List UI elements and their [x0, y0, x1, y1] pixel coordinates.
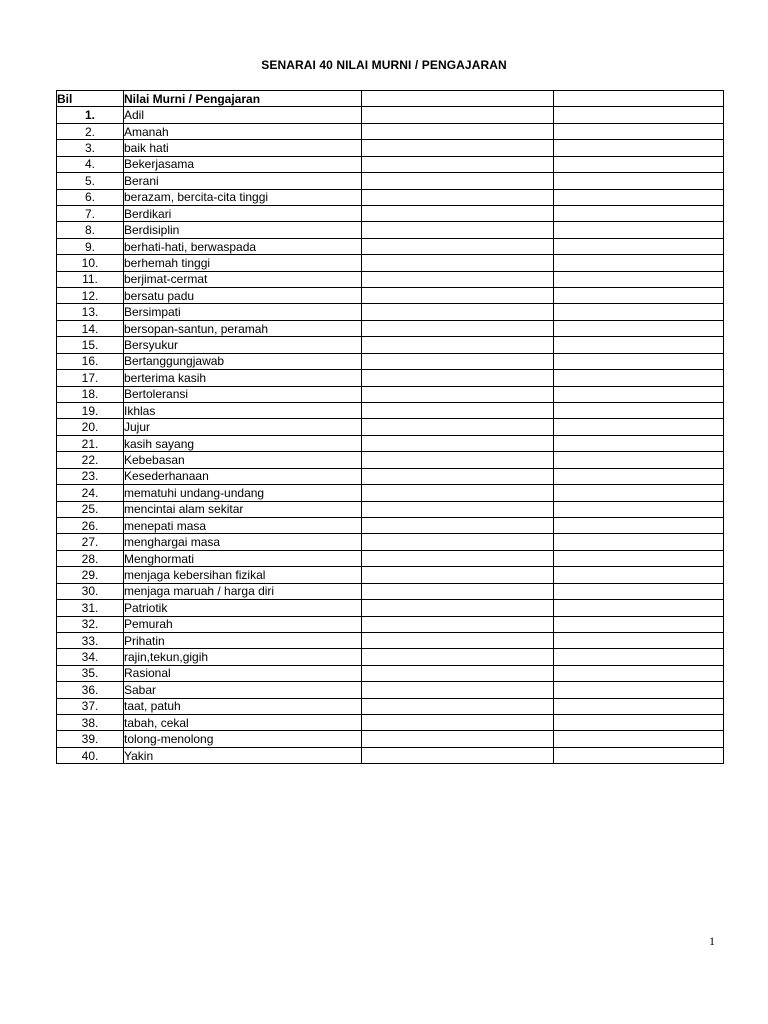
row-number: 18. — [57, 386, 124, 402]
table-row — [57, 386, 724, 402]
row-empty-cell-2 — [554, 567, 724, 583]
row-number: 19. — [57, 403, 124, 419]
row-empty-cell-1 — [362, 698, 554, 714]
row-number: 34. — [57, 649, 124, 665]
values-table — [56, 90, 724, 764]
row-empty-cell-2 — [554, 649, 724, 665]
table-row — [57, 156, 724, 172]
row-empty-cell-2 — [554, 222, 724, 238]
row-value: menghargai masa — [124, 534, 362, 550]
row-value: berhati-hati, berwaspada — [124, 238, 362, 254]
row-number: 39. — [57, 731, 124, 747]
row-empty-cell-1 — [362, 435, 554, 451]
row-empty-cell-1 — [362, 386, 554, 402]
row-empty-cell-1 — [362, 123, 554, 139]
row-empty-cell-1 — [362, 616, 554, 632]
row-empty-cell-2 — [554, 731, 724, 747]
table-row — [57, 600, 724, 616]
row-value: Berdisiplin — [124, 222, 362, 238]
row-empty-cell-1 — [362, 320, 554, 336]
row-number: 17. — [57, 370, 124, 386]
table-row — [57, 353, 724, 369]
table-row — [57, 255, 724, 271]
table-row — [57, 304, 724, 320]
row-number: 3. — [57, 140, 124, 156]
table-row — [57, 288, 724, 304]
row-value: Kebebasan — [124, 452, 362, 468]
row-value: Berdikari — [124, 205, 362, 221]
row-number: 24. — [57, 485, 124, 501]
row-value: Bertoleransi — [124, 386, 362, 402]
row-value: tabah, cekal — [124, 715, 362, 731]
row-number: 10. — [57, 255, 124, 271]
row-number: 35. — [57, 665, 124, 681]
row-value: Yakin — [124, 747, 362, 763]
row-empty-cell-2 — [554, 452, 724, 468]
header-extra-2 — [554, 91, 724, 107]
row-empty-cell-1 — [362, 452, 554, 468]
row-number: 31. — [57, 600, 124, 616]
row-value: bersatu padu — [124, 288, 362, 304]
row-value: berterima kasih — [124, 370, 362, 386]
row-empty-cell-1 — [362, 583, 554, 599]
row-empty-cell-1 — [362, 370, 554, 386]
row-empty-cell-1 — [362, 222, 554, 238]
row-empty-cell-2 — [554, 255, 724, 271]
row-value: menjaga maruah / harga diri — [124, 583, 362, 599]
header-nilai: Nilai Murni / Pengajaran — [124, 91, 362, 107]
row-empty-cell-1 — [362, 403, 554, 419]
row-value: bersopan-santun, peramah — [124, 320, 362, 336]
row-value: Adil — [124, 107, 362, 123]
row-empty-cell-2 — [554, 173, 724, 189]
row-number: 8. — [57, 222, 124, 238]
table-row — [57, 123, 724, 139]
row-empty-cell-2 — [554, 550, 724, 566]
row-number: 36. — [57, 682, 124, 698]
row-empty-cell-2 — [554, 747, 724, 763]
table-row — [57, 517, 724, 533]
header-extra-1 — [362, 91, 554, 107]
row-number: 37. — [57, 698, 124, 714]
row-empty-cell-1 — [362, 419, 554, 435]
row-empty-cell-1 — [362, 534, 554, 550]
table-row — [57, 501, 724, 517]
table-row — [57, 222, 724, 238]
row-empty-cell-2 — [554, 583, 724, 599]
row-empty-cell-2 — [554, 140, 724, 156]
table-header-row — [57, 91, 724, 107]
row-number: 6. — [57, 189, 124, 205]
row-empty-cell-2 — [554, 156, 724, 172]
row-empty-cell-1 — [362, 255, 554, 271]
table-row — [57, 747, 724, 763]
row-value: menjaga kebersihan fizikal — [124, 567, 362, 583]
page-title: SENARAI 40 NILAI MURNI / PENGAJARAN — [261, 58, 507, 72]
row-number: 15. — [57, 337, 124, 353]
row-empty-cell-2 — [554, 107, 724, 123]
row-number: 12. — [57, 288, 124, 304]
row-value: mencintai alam sekitar — [124, 501, 362, 517]
row-empty-cell-2 — [554, 353, 724, 369]
row-value: berazam, bercita-cita tinggi — [124, 189, 362, 205]
row-empty-cell-1 — [362, 665, 554, 681]
row-empty-cell-1 — [362, 632, 554, 648]
table-row — [57, 550, 724, 566]
table-row — [57, 665, 724, 681]
row-empty-cell-2 — [554, 468, 724, 484]
row-value: Berani — [124, 173, 362, 189]
row-empty-cell-1 — [362, 271, 554, 287]
row-empty-cell-2 — [554, 501, 724, 517]
row-empty-cell-2 — [554, 288, 724, 304]
row-empty-cell-2 — [554, 370, 724, 386]
row-number: 1. — [57, 107, 124, 123]
row-number: 28. — [57, 550, 124, 566]
row-empty-cell-1 — [362, 107, 554, 123]
table-row — [57, 715, 724, 731]
row-number: 29. — [57, 567, 124, 583]
row-value: Bersyukur — [124, 337, 362, 353]
row-empty-cell-1 — [362, 747, 554, 763]
row-value: kasih sayang — [124, 435, 362, 451]
row-empty-cell-2 — [554, 715, 724, 731]
table-row — [57, 173, 724, 189]
row-empty-cell-1 — [362, 238, 554, 254]
table-row — [57, 485, 724, 501]
table-row — [57, 403, 724, 419]
row-empty-cell-2 — [554, 189, 724, 205]
row-empty-cell-1 — [362, 567, 554, 583]
row-value: Sabar — [124, 682, 362, 698]
row-value: Pemurah — [124, 616, 362, 632]
header-bil: Bil — [57, 91, 124, 107]
row-number: 33. — [57, 632, 124, 648]
table-row — [57, 419, 724, 435]
row-value: tolong-menolong — [124, 731, 362, 747]
row-number: 21. — [57, 435, 124, 451]
row-value: Kesederhanaan — [124, 468, 362, 484]
table-row — [57, 567, 724, 583]
row-number: 25. — [57, 501, 124, 517]
row-empty-cell-2 — [554, 435, 724, 451]
row-empty-cell-2 — [554, 534, 724, 550]
row-value: Ikhlas — [124, 403, 362, 419]
row-empty-cell-2 — [554, 600, 724, 616]
row-empty-cell-2 — [554, 386, 724, 402]
row-number: 20. — [57, 419, 124, 435]
row-value: Amanah — [124, 123, 362, 139]
row-number: 32. — [57, 616, 124, 632]
table-row — [57, 649, 724, 665]
row-number: 38. — [57, 715, 124, 731]
row-number: 23. — [57, 468, 124, 484]
row-number: 30. — [57, 583, 124, 599]
table-row — [57, 107, 724, 123]
row-empty-cell-1 — [362, 550, 554, 566]
row-empty-cell-2 — [554, 403, 724, 419]
row-value: berhemah tinggi — [124, 255, 362, 271]
row-empty-cell-1 — [362, 517, 554, 533]
table-row — [57, 468, 724, 484]
table-row — [57, 337, 724, 353]
table-row — [57, 616, 724, 632]
row-empty-cell-2 — [554, 419, 724, 435]
table-body — [57, 107, 724, 764]
row-empty-cell-1 — [362, 353, 554, 369]
table-row — [57, 583, 724, 599]
row-value: Bersimpati — [124, 304, 362, 320]
row-empty-cell-2 — [554, 485, 724, 501]
table-row — [57, 435, 724, 451]
row-value: baik hati — [124, 140, 362, 156]
row-empty-cell-2 — [554, 632, 724, 648]
row-empty-cell-1 — [362, 337, 554, 353]
row-empty-cell-2 — [554, 304, 724, 320]
row-empty-cell-2 — [554, 517, 724, 533]
table-row — [57, 632, 724, 648]
row-number: 26. — [57, 517, 124, 533]
table-row — [57, 731, 724, 747]
row-value: Prihatin — [124, 632, 362, 648]
row-value: rajin,tekun,gigih — [124, 649, 362, 665]
row-empty-cell-1 — [362, 156, 554, 172]
row-empty-cell-1 — [362, 189, 554, 205]
row-empty-cell-1 — [362, 288, 554, 304]
row-empty-cell-2 — [554, 337, 724, 353]
row-number: 14. — [57, 320, 124, 336]
table-row — [57, 271, 724, 287]
row-number: 7. — [57, 205, 124, 221]
table-row — [57, 238, 724, 254]
row-empty-cell-1 — [362, 600, 554, 616]
row-empty-cell-2 — [554, 238, 724, 254]
row-empty-cell-1 — [362, 140, 554, 156]
row-number: 40. — [57, 747, 124, 763]
row-empty-cell-2 — [554, 682, 724, 698]
row-empty-cell-2 — [554, 665, 724, 681]
table-row — [57, 452, 724, 468]
table-row — [57, 189, 724, 205]
row-empty-cell-2 — [554, 123, 724, 139]
row-empty-cell-2 — [554, 616, 724, 632]
row-value: menepati masa — [124, 517, 362, 533]
row-empty-cell-1 — [362, 501, 554, 517]
row-number: 9. — [57, 238, 124, 254]
row-number: 27. — [57, 534, 124, 550]
row-value: Menghormati — [124, 550, 362, 566]
row-empty-cell-1 — [362, 173, 554, 189]
row-number: 11. — [57, 271, 124, 287]
row-empty-cell-2 — [554, 271, 724, 287]
row-empty-cell-2 — [554, 698, 724, 714]
row-value: berjimat-cermat — [124, 271, 362, 287]
row-number: 13. — [57, 304, 124, 320]
row-number: 16. — [57, 353, 124, 369]
row-value: Jujur — [124, 419, 362, 435]
row-number: 22. — [57, 452, 124, 468]
table-row — [57, 370, 724, 386]
table-row — [57, 534, 724, 550]
table-row — [57, 320, 724, 336]
row-value: taat, patuh — [124, 698, 362, 714]
table-row — [57, 698, 724, 714]
row-empty-cell-1 — [362, 205, 554, 221]
table-row — [57, 205, 724, 221]
row-value: mematuhi undang-undang — [124, 485, 362, 501]
row-number: 2. — [57, 123, 124, 139]
row-empty-cell-1 — [362, 304, 554, 320]
table-row — [57, 682, 724, 698]
row-number: 4. — [57, 156, 124, 172]
row-value: Bertanggungjawab — [124, 353, 362, 369]
row-empty-cell-1 — [362, 715, 554, 731]
row-empty-cell-2 — [554, 320, 724, 336]
row-value: Bekerjasama — [124, 156, 362, 172]
row-empty-cell-1 — [362, 731, 554, 747]
table-row — [57, 140, 724, 156]
row-value: Rasional — [124, 665, 362, 681]
row-empty-cell-2 — [554, 205, 724, 221]
page-number: 1 — [709, 934, 715, 948]
row-empty-cell-1 — [362, 485, 554, 501]
row-empty-cell-1 — [362, 649, 554, 665]
row-number: 5. — [57, 173, 124, 189]
row-empty-cell-1 — [362, 468, 554, 484]
row-value: Patriotik — [124, 600, 362, 616]
row-empty-cell-1 — [362, 682, 554, 698]
